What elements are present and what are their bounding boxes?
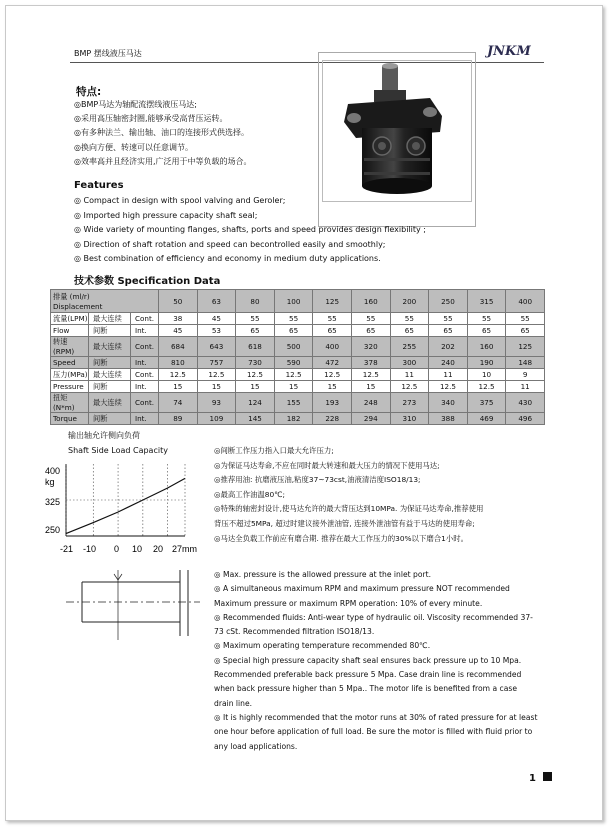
- list-item: Recommended preferable back pressure 5 Mpa. Case drain line is recommended: [214, 670, 522, 680]
- hydraulic-motor-image: [330, 62, 470, 212]
- series-title: BMP 摆线液压马达: [74, 49, 142, 58]
- table-cell: 228: [313, 413, 352, 425]
- row-type: Cont.: [131, 369, 159, 381]
- table-cell: 15: [159, 381, 198, 393]
- table-cell: 9: [506, 369, 545, 381]
- row-label: Torque: [51, 413, 89, 425]
- x-tick-label: -10: [83, 544, 97, 554]
- table-cell: 340: [429, 393, 468, 413]
- row-sublabel: 最大连续: [89, 313, 131, 325]
- column-header: 100: [274, 290, 313, 313]
- table-cell: 618: [236, 337, 275, 357]
- row-label: 转速(RPM): [51, 337, 89, 357]
- row-sublabel: 最大连续: [89, 393, 131, 413]
- table-cell: 124: [236, 393, 275, 413]
- table-cell: 12.5: [159, 369, 198, 381]
- y-tick-label: 400: [45, 466, 61, 476]
- table-cell: 590: [274, 357, 313, 369]
- load-chart: [40, 460, 210, 560]
- table-cell: 255: [390, 337, 429, 357]
- table-cell: 65: [236, 325, 275, 337]
- row-sublabel: 间断: [89, 357, 131, 369]
- row-label: 扭矩(N*m): [51, 393, 89, 413]
- features-cn-list: [74, 98, 252, 169]
- table-cell: 12.5: [351, 369, 390, 381]
- row-sublabel: 间断: [89, 413, 131, 425]
- list-item: drain line.: [214, 698, 253, 708]
- column-header: 50: [159, 290, 198, 313]
- table-cell: 11: [506, 381, 545, 393]
- table-cell: 38: [159, 313, 198, 325]
- displacement-label-cn: 排量 (ml/r): [53, 291, 90, 301]
- table-cell: 109: [197, 413, 236, 425]
- list-item: ◎ Wide variety of mounting flanges, shafts, ports and speed provides design flexibility ;: [74, 225, 426, 235]
- table-cell: 12.5: [390, 381, 429, 393]
- notes-cn: [214, 444, 483, 546]
- table-row: [51, 369, 545, 381]
- table-cell: 388: [429, 413, 468, 425]
- list-item: ◎ Max. pressure is the allowed pressure at the inlet port.: [214, 570, 431, 579]
- row-sublabel: 最大连续: [89, 337, 131, 357]
- row-label: Flow: [51, 325, 89, 337]
- table-row: [51, 357, 545, 369]
- brand-logo: JNKM: [487, 44, 531, 59]
- table-cell: 310: [390, 413, 429, 425]
- page-marker: [543, 772, 552, 781]
- table-cell: 55: [429, 313, 468, 325]
- row-type: Cont.: [131, 313, 159, 325]
- y-tick-label: 250: [45, 525, 61, 535]
- table-cell: 15: [274, 381, 313, 393]
- table-cell: 65: [390, 325, 429, 337]
- row-type: Int.: [131, 413, 159, 425]
- list-item: ◎ Best combination of efficiency and economy in medium duty applications.: [74, 254, 381, 264]
- x-tick-label: 20: [153, 544, 164, 554]
- row-sublabel: 间断: [89, 381, 131, 393]
- table-cell: 378: [351, 357, 390, 369]
- table-cell: 65: [506, 325, 545, 337]
- table-cell: 65: [429, 325, 468, 337]
- list-item: ◎ Special high pressure capacity shaft seal ensures back pressure up to 10 Mpa.: [214, 655, 522, 665]
- list-item: ◎ It is highly recommended that the motor runs at 30% of rated pressure for at least: [214, 712, 538, 722]
- table-cell: 55: [467, 313, 506, 325]
- table-cell: 74: [159, 393, 198, 413]
- table-row: [51, 325, 545, 337]
- notes-en: [214, 568, 537, 754]
- list-item: 73 cSt. Recommended filtration ISO18/13.: [214, 627, 375, 637]
- row-type: Int.: [131, 357, 159, 369]
- table-cell: 273: [390, 393, 429, 413]
- row-label: 压力(MPa): [51, 369, 89, 381]
- list-item: ◎换向方便、转速可以任意调节。: [74, 142, 193, 152]
- table-cell: 65: [467, 325, 506, 337]
- table-cell: 757: [197, 357, 236, 369]
- list-item: ◎有多种法兰、输出轴、油口的连接形式供选择。: [74, 128, 249, 138]
- table-cell: 65: [313, 325, 352, 337]
- page-number: 1: [529, 773, 536, 784]
- row-type: Int.: [131, 325, 159, 337]
- column-header: 80: [236, 290, 275, 313]
- table-cell: 202: [429, 337, 468, 357]
- list-item: ◎推荐用油: 抗磨液压油,粘度37~73cst,油液清洁度ISO18/13;: [214, 475, 421, 485]
- row-type: Cont.: [131, 337, 159, 357]
- spec-header-row: [51, 290, 545, 313]
- table-cell: 55: [274, 313, 313, 325]
- load-caption-en: Shaft Side Load Capacity: [68, 446, 168, 455]
- table-cell: 430: [506, 393, 545, 413]
- table-cell: 684: [159, 337, 198, 357]
- table-cell: 12.5: [274, 369, 313, 381]
- y-tick-label: 325: [45, 497, 61, 507]
- spec-heading: 技术参数 Specification Data: [74, 276, 221, 287]
- row-type: Int.: [131, 381, 159, 393]
- table-cell: 89: [159, 413, 198, 425]
- table-row: [51, 337, 545, 357]
- list-item: ◎间断工作压力指入口最大允许压力;: [214, 446, 334, 455]
- table-cell: 12.5: [313, 369, 352, 381]
- list-item: any load applications.: [214, 741, 298, 751]
- table-cell: 400: [313, 337, 352, 357]
- list-item: ◎ A simultaneous maximum RPM and maximum pressure NOT recommended: [214, 584, 510, 594]
- list-item: ◎采用高压轴密封圈,能够承受高背压运转。: [74, 114, 228, 124]
- table-cell: 55: [506, 313, 545, 325]
- table-cell: 730: [236, 357, 275, 369]
- list-item: when back pressure higher than 5 Mpa.. The motor life is benefited from a case: [214, 684, 517, 694]
- table-cell: 469: [467, 413, 506, 425]
- list-item: ◎ Recommended fluids: Anti-wear type of hydraulic oil. Viscosity recommended 37-: [214, 612, 533, 622]
- table-cell: 45: [159, 325, 198, 337]
- table-cell: 182: [274, 413, 313, 425]
- table-cell: 148: [506, 357, 545, 369]
- row-sublabel: 间断: [89, 325, 131, 337]
- table-cell: 11: [429, 369, 468, 381]
- table-cell: 240: [429, 357, 468, 369]
- table-cell: 53: [197, 325, 236, 337]
- table-cell: 496: [506, 413, 545, 425]
- column-header: 63: [197, 290, 236, 313]
- list-item: ◎马达全负载工作前应有磨合期. 推荐在最大工作压力的30%以下磨合1小时。: [214, 533, 468, 543]
- list-item: ◎BMP马达为轴配流摆线液压马达;: [74, 100, 197, 109]
- column-header: 200: [390, 290, 429, 313]
- list-item: ◎最高工作油温80℃;: [214, 489, 285, 499]
- column-header: 125: [313, 290, 352, 313]
- table-cell: 10: [467, 369, 506, 381]
- features-cn-heading: 特点:: [76, 86, 102, 98]
- column-header: 160: [351, 290, 390, 313]
- row-label: Pressure: [51, 381, 89, 393]
- table-row: [51, 313, 545, 325]
- table-cell: 55: [390, 313, 429, 325]
- row-label: 流量(LPM): [51, 313, 89, 325]
- table-cell: 248: [351, 393, 390, 413]
- table-cell: 294: [351, 413, 390, 425]
- table-cell: 12.5: [236, 369, 275, 381]
- table-cell: 55: [236, 313, 275, 325]
- column-header: 400: [506, 290, 545, 313]
- table-cell: 810: [159, 357, 198, 369]
- load-caption-cn: 输出轴允许侧向负荷: [68, 431, 140, 440]
- table-cell: 11: [390, 369, 429, 381]
- table-cell: 160: [467, 337, 506, 357]
- table-cell: 55: [313, 313, 352, 325]
- list-item: Maximum pressure or maximum RPM operation: 10% of every minute.: [214, 598, 483, 608]
- column-header: 250: [429, 290, 468, 313]
- x-tick-label: 0: [114, 544, 120, 554]
- features-en-heading: Features: [74, 180, 124, 191]
- table-cell: 155: [274, 393, 313, 413]
- table-cell: 15: [351, 381, 390, 393]
- table-cell: 12.5: [197, 369, 236, 381]
- table-cell: 12.5: [467, 381, 506, 393]
- table-cell: 65: [274, 325, 313, 337]
- table-cell: 190: [467, 357, 506, 369]
- table-row: [51, 413, 545, 425]
- row-label: Speed: [51, 357, 89, 369]
- table-cell: 15: [313, 381, 352, 393]
- list-item: ◎ Direction of shaft rotation and speed can becontrolled easily and smoothly;: [74, 239, 386, 249]
- table-cell: 472: [313, 357, 352, 369]
- table-cell: 93: [197, 393, 236, 413]
- table-cell: 15: [236, 381, 275, 393]
- x-tick-label: 10: [132, 544, 143, 554]
- table-cell: 15: [197, 381, 236, 393]
- table-cell: 643: [197, 337, 236, 357]
- table-cell: 145: [236, 413, 275, 425]
- list-item: ◎ Compact in design with spool valving and Geroler;: [74, 196, 286, 205]
- list-item: one hour before application of full load. Be sure the motor is filled with fluid prior to: [214, 727, 533, 737]
- row-type: Cont.: [131, 393, 159, 413]
- table-cell: 65: [351, 325, 390, 337]
- table-row: [51, 381, 545, 393]
- table-cell: 300: [390, 357, 429, 369]
- list-item: ◎ Maximum operating temperature recommended 80℃.: [214, 641, 431, 651]
- column-header: 315: [467, 290, 506, 313]
- table-row: [51, 393, 545, 413]
- x-tick-label: -21: [60, 544, 74, 554]
- displacement-label-en: Displacement: [53, 301, 103, 311]
- row-sublabel: 最大连续: [89, 369, 131, 381]
- table-cell: 320: [351, 337, 390, 357]
- features-en-list: [74, 194, 426, 267]
- displacement-label: [51, 290, 159, 313]
- table-cell: 125: [506, 337, 545, 357]
- table-cell: 500: [274, 337, 313, 357]
- table-cell: 12.5: [429, 381, 468, 393]
- shaft-drawing: [62, 566, 202, 646]
- load-curve-line: [66, 478, 185, 533]
- table-cell: 55: [351, 313, 390, 325]
- table-cell: 375: [467, 393, 506, 413]
- x-tick-label: 27mm: [172, 544, 198, 554]
- y-unit-label: kg: [45, 477, 55, 487]
- table-cell: 45: [197, 313, 236, 325]
- list-item: ◎ Imported high pressure capacity shaft seal;: [74, 210, 258, 220]
- table-cell: 193: [313, 393, 352, 413]
- list-item: 背压不超过5MPa, 超过时建议接外泄油管, 连接外泄油管有益于马达的使用寿命;: [214, 518, 475, 528]
- spec-table: [50, 289, 545, 425]
- list-item: ◎为保证马达寿命,不应在同时最大转速和最大压力的情况下使用马达;: [214, 460, 440, 470]
- list-item: ◎特殊的轴密封设计,使马达允许的最大背压达到10MPa. 为保证马达寿命,推荐使用: [214, 504, 484, 514]
- list-item: ◎效率高并且经济实用,广泛用于中等负载的场合。: [74, 156, 252, 166]
